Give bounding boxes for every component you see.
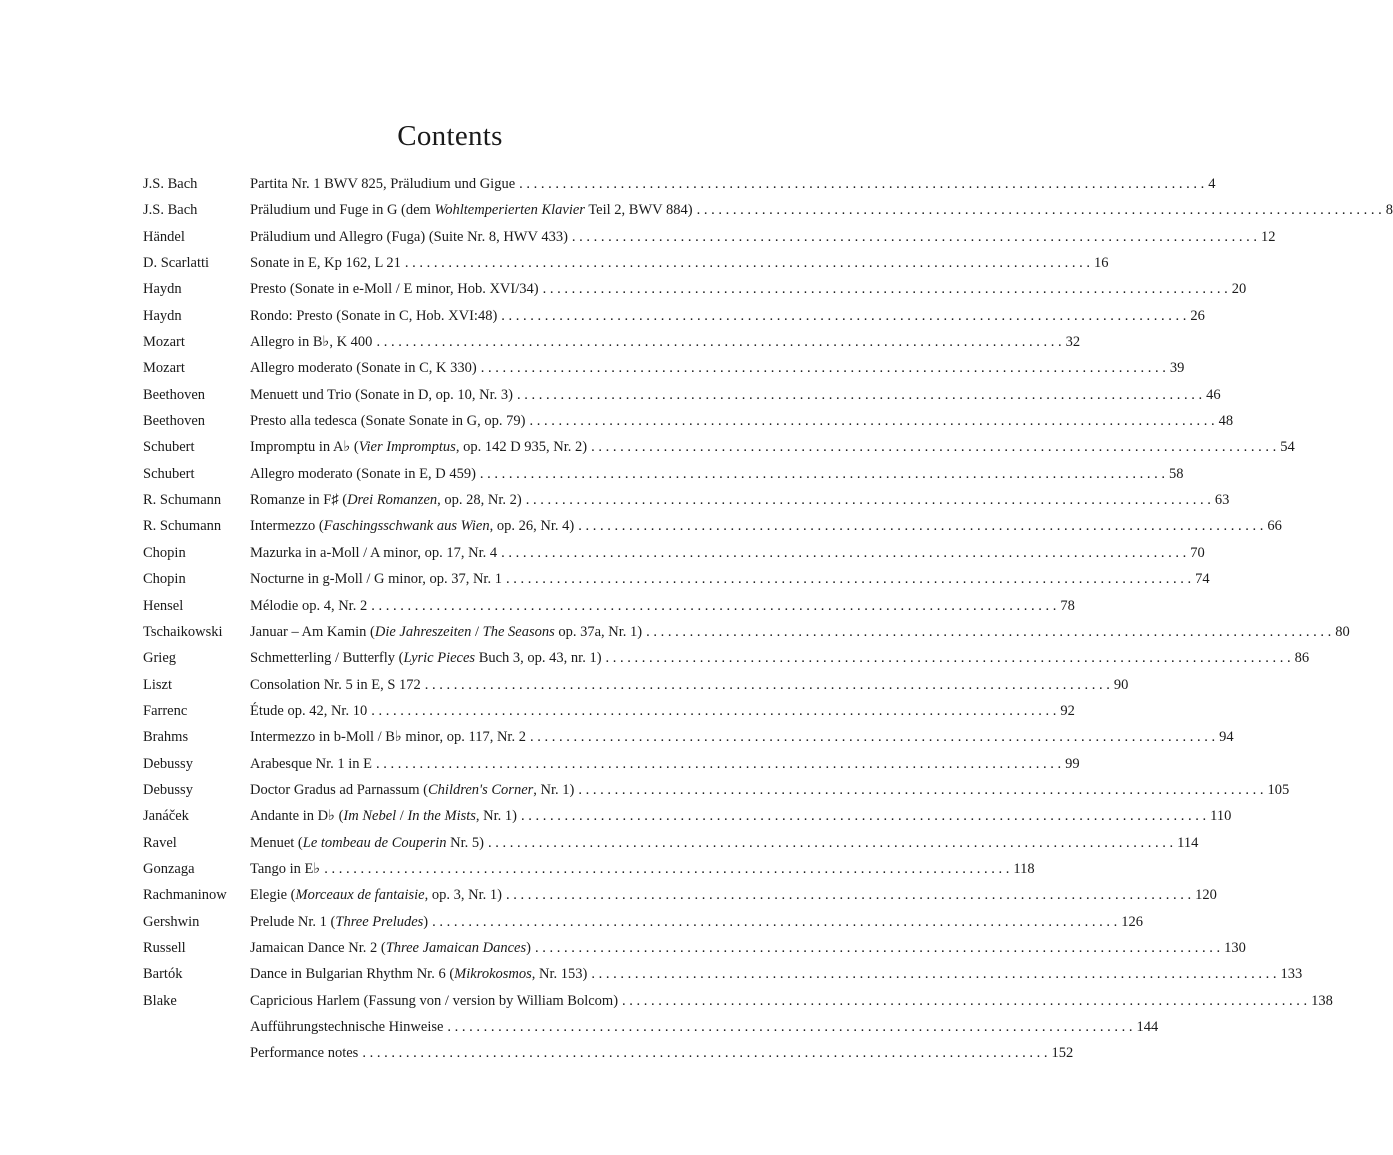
page-number: 39 bbox=[1169, 360, 1185, 377]
toc-entry-line bbox=[250, 171, 1216, 197]
toc-entry-line bbox=[250, 961, 1303, 987]
work-title bbox=[250, 803, 517, 829]
work-title bbox=[250, 487, 522, 513]
toc-entry bbox=[143, 724, 1234, 750]
toc-entry-line bbox=[250, 461, 1184, 487]
work-title-text: Buch 3, op. 43, nr. 1) bbox=[475, 650, 602, 667]
work-title-text: Präludium und Fuge in G (dem bbox=[250, 202, 435, 219]
work-title-text: , Nr. 1) bbox=[475, 808, 518, 825]
work-title bbox=[250, 513, 574, 539]
toc-entry bbox=[143, 1014, 1159, 1040]
toc-entry-line bbox=[250, 724, 1234, 750]
toc-entry-line bbox=[250, 513, 1282, 539]
work-title-italic: Wohltemperierten Klavier bbox=[434, 202, 585, 219]
work-title-italic: The Seasons bbox=[482, 623, 555, 640]
toc-entry bbox=[143, 171, 1216, 197]
work-title-italic: In the Mists bbox=[407, 808, 476, 825]
toc-entry bbox=[143, 303, 1205, 329]
work-title-text: Menuett und Trio (Sonate in D, op. 10, Nr. 3) bbox=[250, 386, 514, 403]
toc-entry bbox=[143, 461, 1184, 487]
toc-entry bbox=[143, 961, 1303, 987]
work-title-text: Intermezzo ( bbox=[250, 518, 324, 535]
work-title-italic: Im Nebel bbox=[343, 808, 397, 825]
dot-leader bbox=[320, 856, 1013, 882]
work-title-text: , op. 28, Nr. 2) bbox=[437, 492, 522, 509]
work-title bbox=[250, 276, 539, 302]
work-title-text: Menuet ( bbox=[250, 834, 303, 851]
page-number: 8 bbox=[1385, 202, 1393, 219]
dot-leader bbox=[539, 276, 1232, 302]
work-title-text: Rondo: Presto (Sonate in C, Hob. XVI:48) bbox=[250, 307, 498, 324]
page-number: 58 bbox=[1169, 465, 1184, 482]
page-number: 90 bbox=[1113, 676, 1129, 693]
toc-entry bbox=[143, 250, 1109, 276]
composer-name: Janáček bbox=[143, 808, 189, 825]
composer-name: Tschaikowski bbox=[143, 623, 223, 640]
composer-name: Rachmaninow bbox=[143, 887, 227, 904]
toc-entry bbox=[143, 513, 1282, 539]
work-title-text: Januar – Am Kamin ( bbox=[250, 623, 375, 640]
composer-name: Beethoven bbox=[143, 413, 206, 430]
work-title bbox=[250, 434, 587, 460]
dot-leader bbox=[401, 250, 1094, 276]
dot-leader bbox=[497, 303, 1190, 329]
dot-leader bbox=[522, 487, 1215, 513]
toc-entry bbox=[143, 329, 1081, 355]
toc-entry-line bbox=[250, 619, 1350, 645]
work-title bbox=[250, 988, 618, 1014]
toc-entry-line bbox=[250, 593, 1075, 619]
toc-entry-line bbox=[250, 434, 1295, 460]
dot-leader bbox=[372, 329, 1065, 355]
toc-entry bbox=[143, 882, 1217, 908]
toc-entry bbox=[143, 803, 1232, 829]
toc-entry-line bbox=[250, 540, 1205, 566]
work-title bbox=[250, 461, 476, 487]
work-title-text: Aufführungstechnische Hinweise bbox=[250, 1019, 444, 1035]
toc-entry-line bbox=[250, 909, 1144, 935]
work-title-italic: Lyric Pieces bbox=[403, 650, 476, 667]
dot-leader bbox=[602, 645, 1295, 671]
toc-entry-line bbox=[250, 329, 1081, 355]
work-title-text: Teil 2, BWV 884) bbox=[584, 202, 693, 219]
composer-name: Bartók bbox=[143, 966, 183, 983]
dot-leader bbox=[421, 672, 1114, 698]
work-title-italic: Three Jamaican Dances bbox=[385, 939, 527, 956]
toc-entry-line bbox=[250, 197, 1393, 223]
toc-entry bbox=[143, 1040, 1074, 1066]
work-title-italic: Children's Corner bbox=[428, 781, 534, 798]
work-title bbox=[250, 250, 401, 276]
toc-entry bbox=[143, 645, 1310, 671]
work-title-text: Elegie ( bbox=[250, 887, 296, 904]
work-title-text: Tango in E♭ bbox=[250, 860, 321, 877]
composer-name: Haydn bbox=[143, 281, 182, 298]
dot-leader bbox=[587, 434, 1280, 460]
page-number: 118 bbox=[1013, 860, 1035, 877]
dot-leader bbox=[477, 355, 1170, 381]
page-number: 12 bbox=[1261, 228, 1276, 245]
work-title-italic: Mikrokosmos bbox=[454, 966, 532, 983]
work-title bbox=[250, 408, 525, 434]
work-title-text: Nocturne in g-Moll / G minor, op. 37, Nr. 1 bbox=[250, 571, 502, 588]
work-title-text: / bbox=[471, 623, 483, 640]
dot-leader bbox=[525, 408, 1218, 434]
toc-entry bbox=[143, 672, 1129, 698]
page-number: 114 bbox=[1177, 834, 1199, 851]
work-title-text: Performance notes bbox=[250, 1045, 359, 1062]
work-title-italic: Die Jahreszeiten bbox=[374, 623, 472, 640]
page-number: 152 bbox=[1051, 1045, 1074, 1062]
page-number: 46 bbox=[1206, 386, 1221, 403]
toc-entry bbox=[143, 224, 1276, 250]
composer-name: Gonzaga bbox=[143, 860, 195, 877]
work-title bbox=[250, 1040, 358, 1066]
toc-entry-line bbox=[250, 355, 1185, 381]
toc-entry bbox=[143, 619, 1350, 645]
work-title-text: Nr. 5) bbox=[446, 834, 484, 851]
toc-entry-line bbox=[250, 777, 1290, 803]
toc-entry bbox=[143, 830, 1199, 856]
page-number: 105 bbox=[1267, 781, 1290, 798]
page-number: 138 bbox=[1311, 992, 1333, 1009]
toc-entry-line bbox=[250, 382, 1221, 408]
toc-entry-line bbox=[250, 224, 1276, 250]
page-number: 133 bbox=[1280, 966, 1303, 983]
composer-name: J.S. Bach bbox=[143, 202, 198, 219]
work-title-italic: Drei Romanzen bbox=[347, 492, 438, 509]
work-title-text: Capricious Harlem (Fassung von / version by William Bolcom) bbox=[250, 992, 619, 1009]
dot-leader bbox=[497, 540, 1190, 566]
work-title bbox=[250, 1014, 443, 1040]
dot-leader bbox=[372, 751, 1065, 777]
work-title bbox=[250, 224, 568, 250]
toc-entry-line bbox=[250, 830, 1199, 856]
composer-name: Hensel bbox=[143, 597, 184, 614]
dot-leader bbox=[693, 197, 1386, 223]
composer-name: Grieg bbox=[143, 650, 177, 667]
page-number: 86 bbox=[1294, 650, 1310, 667]
composer-name: Debussy bbox=[143, 781, 193, 798]
page-number: 130 bbox=[1224, 939, 1246, 956]
composer-name: R. Schumann bbox=[143, 518, 222, 535]
toc-entry bbox=[143, 408, 1234, 434]
toc-entry-line bbox=[250, 803, 1232, 829]
dot-leader bbox=[367, 698, 1060, 724]
page-number: 48 bbox=[1218, 413, 1234, 430]
work-title-text: ) bbox=[526, 939, 531, 956]
work-title bbox=[250, 830, 484, 856]
work-title-text: Presto alla tedesca (Sonate Sonate in G, op. 79) bbox=[250, 413, 526, 430]
work-title-text: Jamaican Dance Nr. 2 ( bbox=[250, 939, 386, 956]
composer-name: Haydn bbox=[143, 307, 182, 324]
toc-entry bbox=[143, 487, 1230, 513]
toc-entry-line bbox=[250, 408, 1234, 434]
work-title bbox=[250, 935, 531, 961]
work-title bbox=[250, 909, 428, 935]
work-title bbox=[250, 197, 693, 223]
page-number: 144 bbox=[1136, 1019, 1159, 1035]
work-title-text: Allegro moderato (Sonate in C, K 330) bbox=[250, 360, 477, 377]
work-title bbox=[250, 566, 502, 592]
toc-entry-line bbox=[250, 487, 1230, 513]
work-title-text: Schmetterling / Butterfly ( bbox=[250, 650, 404, 667]
composer-name: Schubert bbox=[143, 439, 195, 456]
toc-entry-line bbox=[250, 250, 1109, 276]
toc-entry-line bbox=[250, 672, 1129, 698]
dot-leader bbox=[443, 1014, 1136, 1040]
dot-leader bbox=[574, 513, 1267, 539]
composer-name: Chopin bbox=[143, 571, 186, 588]
work-title bbox=[250, 961, 587, 987]
composer-name: R. Schumann bbox=[143, 492, 222, 509]
work-title-text: Allegro moderato (Sonate in E, D 459) bbox=[250, 465, 476, 482]
page-number: 120 bbox=[1195, 887, 1217, 904]
page-number: 80 bbox=[1335, 623, 1350, 640]
page-number: 74 bbox=[1195, 571, 1210, 588]
page-number: 16 bbox=[1094, 255, 1109, 272]
toc-entry bbox=[143, 935, 1246, 961]
toc-entry bbox=[143, 566, 1210, 592]
page-number: 26 bbox=[1190, 307, 1205, 324]
page-number: 110 bbox=[1210, 808, 1232, 825]
dot-leader bbox=[618, 988, 1311, 1014]
work-title bbox=[250, 698, 367, 724]
composer-name: J.S. Bach bbox=[143, 176, 198, 192]
toc-entry bbox=[143, 751, 1080, 777]
work-title-text: Romanze in F♯ ( bbox=[250, 492, 348, 509]
page-number: 94 bbox=[1219, 729, 1234, 746]
page-number: 20 bbox=[1231, 281, 1247, 298]
composer-name: Ravel bbox=[143, 834, 177, 851]
toc-entry bbox=[143, 988, 1333, 1014]
work-title-italic: Morceaux de fantaisie bbox=[295, 887, 425, 904]
work-title bbox=[250, 303, 497, 329]
toc-entry-line bbox=[250, 856, 1035, 882]
composer-name: Mozart bbox=[143, 360, 185, 377]
work-title bbox=[250, 619, 642, 645]
work-title bbox=[250, 540, 497, 566]
toc-entry bbox=[143, 593, 1075, 619]
page-number: 54 bbox=[1280, 439, 1295, 456]
composer-name: Schubert bbox=[143, 465, 195, 482]
dot-leader bbox=[367, 593, 1060, 619]
toc-entry bbox=[143, 698, 1075, 724]
work-title-text: Andante in D♭ ( bbox=[250, 808, 344, 825]
table-of-contents bbox=[143, 171, 1393, 1067]
toc-entry bbox=[143, 276, 1247, 302]
dot-leader bbox=[502, 882, 1195, 908]
composer-name: Beethoven bbox=[143, 386, 206, 403]
dot-leader bbox=[484, 830, 1177, 856]
page-number: 78 bbox=[1060, 597, 1075, 614]
work-title-text: Partita Nr. 1 BWV 825, Präludium und Gigue bbox=[250, 176, 516, 192]
dot-leader bbox=[517, 803, 1210, 829]
composer-name: Debussy bbox=[143, 755, 193, 772]
toc-entry bbox=[143, 355, 1185, 381]
work-title-text: , op. 3, Nr. 1) bbox=[424, 887, 502, 904]
work-title-text: Prelude Nr. 1 ( bbox=[250, 913, 336, 930]
toc-entry-line bbox=[250, 751, 1080, 777]
toc-entry bbox=[143, 856, 1035, 882]
page-number: 92 bbox=[1060, 702, 1075, 719]
toc-entry bbox=[143, 434, 1295, 460]
work-title-text: Étude op. 42, Nr. 10 bbox=[250, 702, 368, 719]
work-title-text: Mazurka in a-Moll / A minor, op. 17, Nr. 4 bbox=[250, 544, 498, 561]
work-title-italic: Vier Impromptus bbox=[358, 439, 456, 456]
dot-leader bbox=[476, 461, 1169, 487]
work-title-text: Presto (Sonate in e-Moll / E minor, Hob. XVI/34) bbox=[250, 281, 539, 298]
work-title bbox=[250, 856, 320, 882]
dot-leader bbox=[502, 566, 1195, 592]
work-title bbox=[250, 672, 421, 698]
work-title-text: , Nr. 1) bbox=[533, 781, 575, 798]
page-number: 4 bbox=[1208, 176, 1216, 192]
work-title-text: Allegro in B♭, K 400 bbox=[250, 334, 373, 351]
work-title-italic: Three Preludes bbox=[335, 913, 424, 930]
page-number: 63 bbox=[1214, 492, 1230, 509]
toc-entry bbox=[143, 197, 1393, 223]
toc-entry-line bbox=[250, 935, 1246, 961]
work-title bbox=[250, 751, 372, 777]
work-title-text: , op. 142 D 935, Nr. 2) bbox=[455, 439, 588, 456]
dot-leader bbox=[587, 961, 1280, 987]
work-title-text: Sonate in E, Kp 162, L 21 bbox=[250, 255, 401, 272]
work-title bbox=[250, 882, 502, 908]
composer-name: Mozart bbox=[143, 334, 185, 351]
toc-entry-line bbox=[250, 645, 1310, 671]
dot-leader bbox=[642, 619, 1335, 645]
work-title bbox=[250, 329, 372, 355]
work-title bbox=[250, 645, 602, 671]
work-title bbox=[250, 382, 513, 408]
work-title-text: Präludium und Allegro (Fuga) (Suite Nr. 8, HWV 433) bbox=[250, 228, 568, 245]
dot-leader bbox=[574, 777, 1267, 803]
page-number: 66 bbox=[1267, 518, 1282, 535]
composer-name: Farrenc bbox=[143, 702, 188, 719]
toc-entry-line bbox=[250, 882, 1217, 908]
work-title-text: op. 37a, Nr. 1) bbox=[554, 623, 643, 640]
work-title-text: Intermezzo in b-Moll / B♭ minor, op. 117, Nr. 2 bbox=[250, 729, 526, 746]
composer-name: Gershwin bbox=[143, 913, 200, 930]
toc-entry-line bbox=[250, 303, 1205, 329]
work-title bbox=[250, 355, 477, 381]
work-title-text: Arabesque Nr. 1 in E bbox=[250, 755, 373, 772]
composer-name: D. Scarlatti bbox=[143, 255, 210, 272]
dot-leader bbox=[358, 1040, 1051, 1066]
dot-leader bbox=[513, 382, 1206, 408]
toc-entry-line bbox=[250, 1014, 1159, 1040]
work-title-text: / bbox=[396, 808, 408, 825]
work-title bbox=[250, 593, 367, 619]
page-number: 126 bbox=[1121, 913, 1144, 930]
work-title-text: , op. 26, Nr. 4) bbox=[489, 518, 575, 535]
toc-entry-line bbox=[250, 276, 1247, 302]
composer-name: Chopin bbox=[143, 544, 186, 561]
composer-name: Brahms bbox=[143, 729, 189, 746]
page-title: Contents bbox=[397, 120, 503, 152]
toc-entry bbox=[143, 909, 1144, 935]
work-title-text: Impromptu in A♭ ( bbox=[250, 439, 359, 456]
page-number: 32 bbox=[1065, 334, 1081, 351]
dot-leader bbox=[568, 224, 1261, 250]
dot-leader bbox=[531, 935, 1224, 961]
toc-entry bbox=[143, 382, 1221, 408]
dot-leader bbox=[526, 724, 1219, 750]
work-title-italic: Le tombeau de Couperin bbox=[302, 834, 447, 851]
toc-entry-line bbox=[250, 566, 1210, 592]
dot-leader bbox=[515, 171, 1208, 197]
toc-entry bbox=[143, 540, 1205, 566]
composer-name: Blake bbox=[143, 992, 177, 1009]
toc-entry-line bbox=[250, 1040, 1074, 1066]
composer-name: Liszt bbox=[143, 676, 172, 693]
work-title bbox=[250, 724, 526, 750]
toc-entry-line bbox=[250, 988, 1333, 1014]
composer-name: Händel bbox=[143, 228, 185, 245]
page-number: 70 bbox=[1190, 544, 1205, 561]
composer-name: Russell bbox=[143, 939, 186, 956]
toc-entry-line bbox=[250, 698, 1075, 724]
work-title-text: Consolation Nr. 5 in E, S 172 bbox=[250, 676, 421, 693]
work-title-text: Dance in Bulgarian Rhythm Nr. 6 ( bbox=[250, 966, 455, 983]
toc-entry bbox=[143, 777, 1290, 803]
work-title-text: ) bbox=[423, 913, 429, 930]
work-title-text: , Nr. 153) bbox=[531, 966, 588, 983]
page-number: 99 bbox=[1065, 755, 1080, 772]
work-title-text: Doctor Gradus ad Parnassum ( bbox=[250, 781, 428, 798]
work-title bbox=[250, 171, 515, 197]
dot-leader bbox=[428, 909, 1121, 935]
work-title-text: Mélodie op. 4, Nr. 2 bbox=[250, 597, 368, 614]
work-title-italic: Faschingsschwank aus Wien bbox=[323, 518, 490, 535]
work-title bbox=[250, 777, 574, 803]
